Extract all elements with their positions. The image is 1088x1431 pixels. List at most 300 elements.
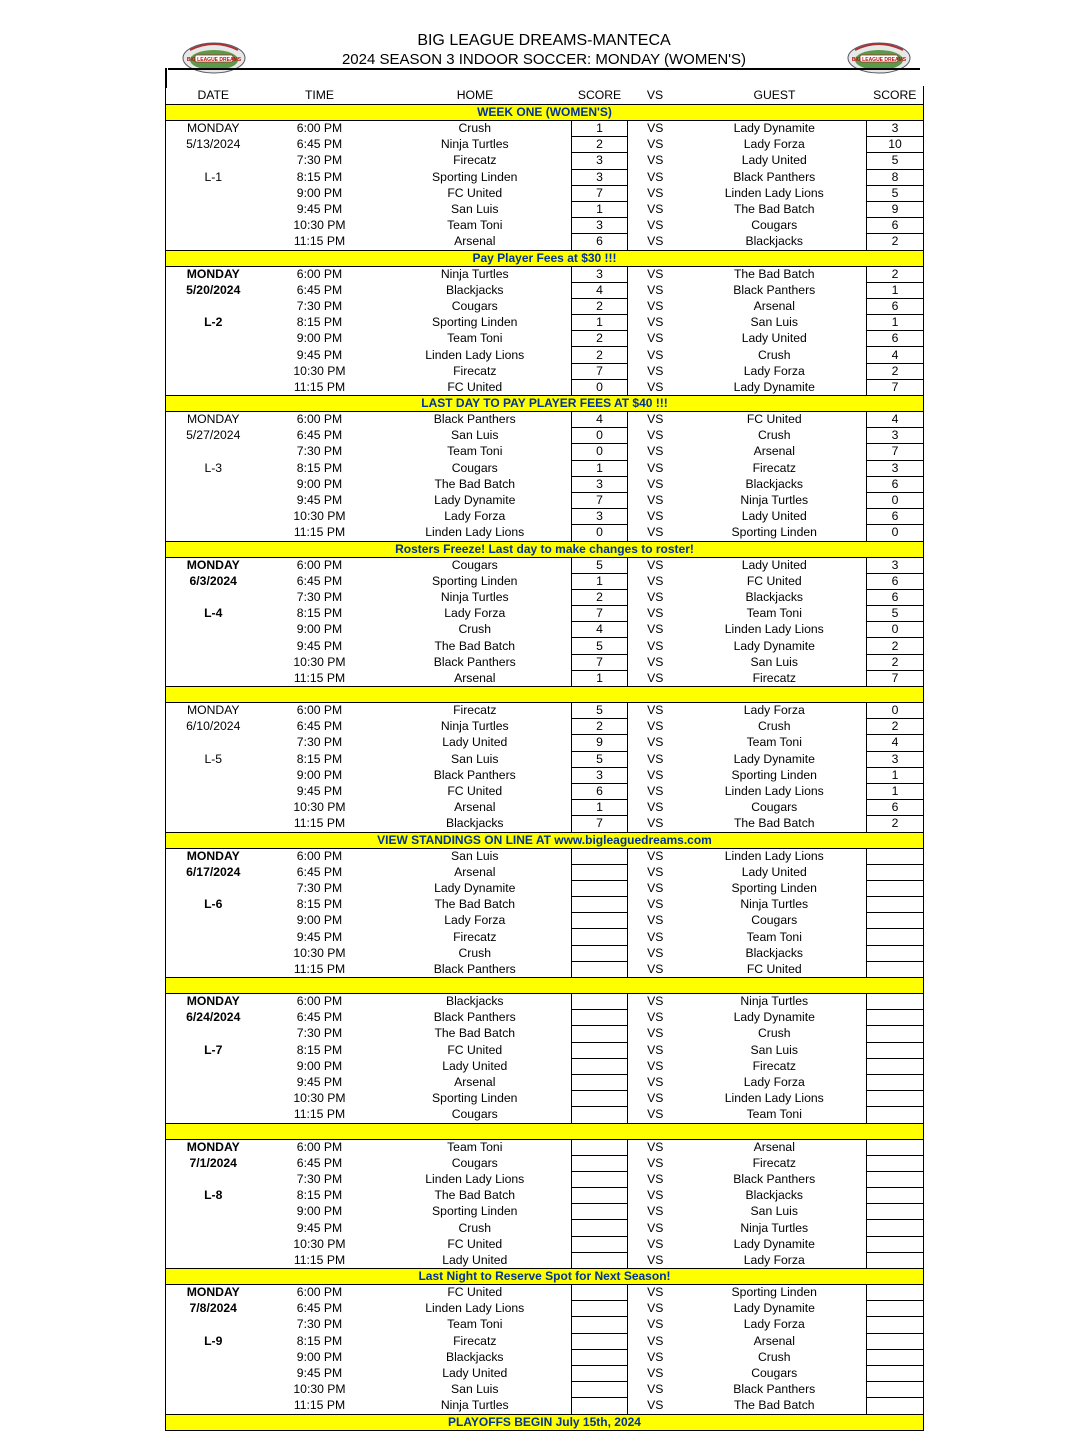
game-time: 7:30 PM xyxy=(296,153,343,168)
home-team: Firecatz xyxy=(453,153,497,168)
game-time: 9:45 PM xyxy=(296,347,343,362)
home-score xyxy=(572,1026,628,1042)
guest-score xyxy=(867,913,924,929)
home-team: Lady United xyxy=(442,1058,508,1073)
home-score: 1 xyxy=(572,201,628,217)
home-score: 6 xyxy=(572,234,628,250)
game-time: 6:45 PM xyxy=(296,864,343,879)
game-row xyxy=(166,751,924,767)
guest-score: 2 xyxy=(867,266,924,282)
vs-label: VS xyxy=(647,331,664,346)
home-team: Cougars xyxy=(451,298,498,313)
vs-label: VS xyxy=(647,945,664,960)
vs-label: VS xyxy=(647,767,664,782)
guest-score xyxy=(867,994,924,1010)
guest-score xyxy=(867,1188,924,1204)
vs-label: VS xyxy=(647,800,664,815)
guest-team: Lady United xyxy=(741,557,807,572)
home-score: 2 xyxy=(572,589,628,605)
week-code: L-5 xyxy=(166,751,261,767)
guest-team: Lady Forza xyxy=(743,1317,805,1332)
game-time: 6:45 PM xyxy=(296,282,343,297)
guest-score xyxy=(867,1317,924,1333)
game-time: 8:15 PM xyxy=(296,897,343,912)
guest-team: Blackjacks xyxy=(745,589,804,604)
guest-team: Linden Lady Lions xyxy=(724,1091,824,1106)
home-score: 7 xyxy=(572,606,628,622)
game-row xyxy=(166,1188,924,1204)
game-time: 11:15 PM xyxy=(293,961,346,976)
home-score xyxy=(572,1333,628,1349)
vs-label: VS xyxy=(647,1220,664,1235)
date-cell xyxy=(166,331,261,347)
game-row xyxy=(166,654,924,670)
game-time: 8:15 PM xyxy=(296,1333,343,1348)
home-score xyxy=(572,1091,628,1107)
game-row xyxy=(166,929,924,945)
guest-score: 0 xyxy=(867,622,924,638)
guest-score xyxy=(867,929,924,945)
guest-team: Arsenal xyxy=(753,1333,795,1348)
header-home-score: SCORE xyxy=(572,86,628,105)
game-time: 10:30 PM xyxy=(293,509,346,524)
vs-label: VS xyxy=(647,169,664,184)
vs-label: VS xyxy=(647,476,664,491)
week-date: 6/10/2024 xyxy=(166,719,261,735)
home-team: Team Toni xyxy=(447,331,503,346)
guest-score: 0 xyxy=(867,525,924,541)
home-score xyxy=(572,994,628,1010)
week-banner-top xyxy=(166,105,924,121)
guest-score: 5 xyxy=(867,185,924,201)
week-banner-3-text: Rosters Freeze! Last day to make changes to roster! xyxy=(166,541,924,557)
guest-team: Cougars xyxy=(751,1366,798,1381)
vs-label: VS xyxy=(647,670,664,685)
guest-score: 8 xyxy=(867,169,924,185)
game-time: 6:00 PM xyxy=(296,121,343,136)
guest-team: Lady United xyxy=(741,331,807,346)
week-date: 5/13/2024 xyxy=(166,137,261,153)
week-banner-4-text xyxy=(166,687,924,703)
game-row xyxy=(166,1365,924,1381)
week-date: 5/27/2024 xyxy=(166,428,261,444)
game-row xyxy=(166,347,924,363)
guest-team: Sporting Linden xyxy=(731,525,817,540)
vs-label: VS xyxy=(647,1155,664,1170)
week-code: L-1 xyxy=(166,169,261,185)
home-score: 5 xyxy=(572,703,628,719)
home-team: San Luis xyxy=(451,202,499,217)
game-row xyxy=(166,800,924,816)
home-score: 2 xyxy=(572,347,628,363)
game-row xyxy=(166,1317,924,1333)
guest-score: 7 xyxy=(867,379,924,395)
vs-label: VS xyxy=(647,1026,664,1041)
guest-score: 6 xyxy=(867,509,924,525)
guest-team: Lady Dynamite xyxy=(733,1010,815,1025)
date-cell xyxy=(166,913,261,929)
vs-label: VS xyxy=(647,1382,664,1397)
week-banner-4 xyxy=(166,687,924,703)
home-score xyxy=(572,929,628,945)
guest-score xyxy=(867,1285,924,1301)
home-team: Team Toni xyxy=(447,444,503,459)
vs-label: VS xyxy=(647,1285,664,1300)
vs-label: VS xyxy=(647,1075,664,1090)
guest-team: Crush xyxy=(757,1349,791,1364)
vs-label: VS xyxy=(647,1333,664,1348)
home-team: Team Toni xyxy=(447,1139,503,1154)
home-team: San Luis xyxy=(451,848,499,863)
week-banner-3 xyxy=(166,541,924,557)
week-day: MONDAY xyxy=(166,412,261,428)
guest-team: Team Toni xyxy=(746,606,802,621)
header-date: DATE xyxy=(166,86,261,105)
home-score: 7 xyxy=(572,816,628,832)
game-time: 11:15 PM xyxy=(293,525,346,540)
svg-text:BIG LEAGUE DREAMS: BIG LEAGUE DREAMS xyxy=(186,57,242,63)
home-score: 0 xyxy=(572,428,628,444)
home-score xyxy=(572,1317,628,1333)
guest-score xyxy=(867,1107,924,1123)
vs-label: VS xyxy=(647,509,664,524)
home-team: Ninja Turtles xyxy=(440,589,509,604)
guest-team: Blackjacks xyxy=(745,945,804,960)
game-time: 9:45 PM xyxy=(296,1075,343,1090)
home-team: Sporting Linden xyxy=(432,1091,518,1106)
guest-score xyxy=(867,1042,924,1058)
week-banner-9 xyxy=(166,1414,924,1430)
home-score xyxy=(572,1155,628,1171)
home-team: Lady United xyxy=(442,1252,508,1267)
guest-score: 0 xyxy=(867,703,924,719)
home-team: Arsenal xyxy=(454,1075,496,1090)
home-score: 7 xyxy=(572,363,628,379)
home-team: Linden Lady Lions xyxy=(425,1301,525,1316)
guest-team: Firecatz xyxy=(752,1155,796,1170)
week-date: 5/20/2024 xyxy=(166,282,261,298)
home-team: Crush xyxy=(458,121,491,136)
home-score: 3 xyxy=(572,169,628,185)
guest-team: San Luis xyxy=(750,1042,798,1057)
home-score xyxy=(572,1236,628,1252)
home-team: Arsenal xyxy=(454,864,496,879)
date-cell xyxy=(166,961,261,977)
home-team: Firecatz xyxy=(453,703,497,718)
game-time: 6:00 PM xyxy=(296,557,343,572)
guest-score xyxy=(867,1365,924,1381)
guest-team: Team Toni xyxy=(746,1107,802,1122)
date-cell xyxy=(166,1236,261,1252)
guest-team: Sporting Linden xyxy=(731,1285,817,1300)
game-row xyxy=(166,234,924,250)
home-score: 1 xyxy=(572,315,628,331)
date-cell xyxy=(166,1317,261,1333)
home-team: The Bad Batch xyxy=(434,1188,516,1203)
guest-team: Black Panthers xyxy=(733,1171,816,1186)
vs-label: VS xyxy=(647,816,664,831)
game-time: 6:00 PM xyxy=(296,994,343,1009)
guest-score xyxy=(867,1220,924,1236)
date-cell xyxy=(166,654,261,670)
home-score: 3 xyxy=(572,767,628,783)
game-row xyxy=(166,266,924,282)
home-score: 2 xyxy=(572,331,628,347)
game-row xyxy=(166,1204,924,1220)
game-row xyxy=(166,638,924,654)
logo-left xyxy=(181,36,247,76)
vs-label: VS xyxy=(647,1139,664,1154)
home-score: 7 xyxy=(572,492,628,508)
game-time: 6:00 PM xyxy=(296,412,343,427)
game-row xyxy=(166,1301,924,1317)
home-score xyxy=(572,1204,628,1220)
header-left-bar xyxy=(165,68,167,88)
vs-label: VS xyxy=(647,121,664,136)
vs-label: VS xyxy=(647,638,664,653)
date-cell xyxy=(166,347,261,363)
home-score xyxy=(572,945,628,961)
guest-score xyxy=(867,1382,924,1398)
home-score xyxy=(572,1074,628,1090)
home-score: 5 xyxy=(572,557,628,573)
home-team: Linden Lady Lions xyxy=(425,347,525,362)
vs-label: VS xyxy=(647,864,664,879)
game-time: 9:00 PM xyxy=(296,331,343,346)
guest-score xyxy=(867,961,924,977)
guest-team: The Bad Batch xyxy=(733,1398,815,1413)
game-row xyxy=(166,670,924,686)
home-team: Crush xyxy=(458,1220,491,1235)
vs-label: VS xyxy=(647,444,664,459)
game-time: 9:45 PM xyxy=(296,493,343,508)
guest-team: The Bad Batch xyxy=(733,266,815,281)
home-team: Black Panthers xyxy=(433,961,516,976)
page-title: BIG LEAGUE DREAMS-MANTECA xyxy=(417,32,671,49)
week-banner-2 xyxy=(166,396,924,412)
vs-label: VS xyxy=(647,1042,664,1057)
home-team: San Luis xyxy=(451,428,499,443)
guest-score: 5 xyxy=(867,606,924,622)
game-time: 7:30 PM xyxy=(296,1026,343,1041)
game-row xyxy=(166,816,924,832)
guest-team: Crush xyxy=(757,1026,791,1041)
guest-score: 2 xyxy=(867,234,924,250)
game-time: 7:30 PM xyxy=(296,1171,343,1186)
guest-team: Lady Dynamite xyxy=(733,751,815,766)
game-row xyxy=(166,1042,924,1058)
guest-score xyxy=(867,848,924,864)
home-team: FC United xyxy=(447,784,503,799)
week-date: 6/24/2024 xyxy=(166,1010,261,1026)
guest-score: 2 xyxy=(867,654,924,670)
home-score: 1 xyxy=(572,573,628,589)
guest-team: Lady Dynamite xyxy=(733,379,815,394)
guest-score: 7 xyxy=(867,444,924,460)
vs-label: VS xyxy=(647,137,664,152)
date-cell xyxy=(166,1074,261,1090)
game-row xyxy=(166,735,924,751)
home-team: FC United xyxy=(447,185,503,200)
home-team: The Bad Batch xyxy=(434,476,516,491)
guest-score: 5 xyxy=(867,153,924,169)
week-day: MONDAY xyxy=(166,1285,261,1301)
guest-score xyxy=(867,897,924,913)
game-time: 9:00 PM xyxy=(296,476,343,491)
game-row xyxy=(166,1010,924,1026)
guest-score xyxy=(867,1204,924,1220)
vs-label: VS xyxy=(647,897,664,912)
guest-score: 6 xyxy=(867,573,924,589)
game-time: 7:30 PM xyxy=(296,880,343,895)
home-score xyxy=(572,880,628,896)
home-score: 7 xyxy=(572,185,628,201)
game-row xyxy=(166,476,924,492)
home-score xyxy=(572,1349,628,1365)
vs-label: VS xyxy=(647,654,664,669)
guest-team: Black Panthers xyxy=(733,169,816,184)
guest-team: Linden Lady Lions xyxy=(724,622,824,637)
game-row xyxy=(166,864,924,880)
home-score: 0 xyxy=(572,379,628,395)
header-guest-score: SCORE xyxy=(867,86,924,105)
header-guest: GUEST xyxy=(683,86,867,105)
game-time: 9:45 PM xyxy=(296,1366,343,1381)
home-score: 5 xyxy=(572,751,628,767)
game-time: 7:30 PM xyxy=(296,735,343,750)
home-team: Blackjacks xyxy=(445,1349,504,1364)
home-score xyxy=(572,864,628,880)
guest-score xyxy=(867,1074,924,1090)
vs-label: VS xyxy=(647,218,664,233)
guest-score xyxy=(867,1171,924,1187)
guest-score xyxy=(867,1252,924,1268)
guest-score: 6 xyxy=(867,800,924,816)
date-cell xyxy=(166,800,261,816)
home-team: Cougars xyxy=(451,1155,498,1170)
game-row xyxy=(166,1220,924,1236)
game-row xyxy=(166,767,924,783)
home-score xyxy=(572,1220,628,1236)
date-cell xyxy=(166,1349,261,1365)
game-row xyxy=(166,1058,924,1074)
home-score xyxy=(572,913,628,929)
guest-team: Linden Lady Lions xyxy=(724,848,824,863)
week-code: L-6 xyxy=(166,897,261,913)
vs-label: VS xyxy=(647,1171,664,1186)
guest-score xyxy=(867,1026,924,1042)
vs-label: VS xyxy=(647,315,664,330)
vs-label: VS xyxy=(647,1010,664,1025)
guest-score: 7 xyxy=(867,670,924,686)
home-team: Ninja Turtles xyxy=(440,1398,509,1413)
game-row xyxy=(166,848,924,864)
vs-label: VS xyxy=(647,848,664,863)
guest-score: 10 xyxy=(867,137,924,153)
week-day: MONDAY xyxy=(166,557,261,573)
vs-label: VS xyxy=(647,1236,664,1251)
week-day: MONDAY xyxy=(166,1139,261,1155)
header-vs: VS xyxy=(628,86,683,105)
game-row xyxy=(166,492,924,508)
home-score xyxy=(572,1010,628,1026)
home-score: 3 xyxy=(572,153,628,169)
guest-team: Black Panthers xyxy=(733,1382,816,1397)
date-cell xyxy=(166,638,261,654)
game-row xyxy=(166,1333,924,1349)
home-team: Crush xyxy=(458,622,491,637)
guest-score xyxy=(867,1236,924,1252)
guest-team: The Bad Batch xyxy=(733,202,815,217)
date-cell xyxy=(166,379,261,395)
week-date: 7/1/2024 xyxy=(166,1155,261,1171)
game-row xyxy=(166,201,924,217)
date-cell xyxy=(166,1058,261,1074)
home-team: Cougars xyxy=(451,1107,498,1122)
guest-score: 0 xyxy=(867,492,924,508)
date-cell xyxy=(166,880,261,896)
home-team: FC United xyxy=(447,1285,503,1300)
guest-score: 6 xyxy=(867,218,924,234)
guest-team: FC United xyxy=(746,573,802,588)
game-row xyxy=(166,379,924,395)
game-time: 10:30 PM xyxy=(293,363,346,378)
week-day: MONDAY xyxy=(166,703,261,719)
game-time: 10:30 PM xyxy=(293,218,346,233)
vs-label: VS xyxy=(647,557,664,572)
home-score: 1 xyxy=(572,121,628,137)
guest-team: Ninja Turtles xyxy=(740,493,809,508)
home-team: Blackjacks xyxy=(445,282,504,297)
guest-team: Sporting Linden xyxy=(731,880,817,895)
guest-score: 6 xyxy=(867,476,924,492)
home-team: Lady Forza xyxy=(444,606,506,621)
week-banner-7 xyxy=(166,1123,924,1139)
home-score xyxy=(572,1285,628,1301)
game-row xyxy=(166,1398,924,1414)
vs-label: VS xyxy=(647,428,664,443)
game-row xyxy=(166,282,924,298)
home-team: Lady United xyxy=(442,1366,508,1381)
guest-team: Sporting Linden xyxy=(731,767,817,782)
game-time: 10:30 PM xyxy=(293,1382,346,1397)
guest-score xyxy=(867,1010,924,1026)
guest-team: Blackjacks xyxy=(745,1188,804,1203)
vs-label: VS xyxy=(647,1317,664,1332)
date-cell xyxy=(166,509,261,525)
game-row xyxy=(166,703,924,719)
home-team: Sporting Linden xyxy=(432,169,518,184)
game-time: 11:15 PM xyxy=(293,670,346,685)
game-time: 6:45 PM xyxy=(296,1301,343,1316)
week-banner-6 xyxy=(166,978,924,994)
game-time: 8:15 PM xyxy=(296,460,343,475)
date-cell xyxy=(166,670,261,686)
week-code: L-8 xyxy=(166,1188,261,1204)
game-row xyxy=(166,331,924,347)
vs-label: VS xyxy=(647,1107,664,1122)
home-team: Team Toni xyxy=(447,1317,503,1332)
date-cell xyxy=(166,234,261,250)
week-code: L-7 xyxy=(166,1042,261,1058)
week-banner-9-text: PLAYOFFS BEGIN July 15th, 2024 xyxy=(166,1414,924,1430)
vs-label: VS xyxy=(647,913,664,928)
week-banner-5 xyxy=(166,832,924,848)
home-team: Linden Lady Lions xyxy=(425,525,525,540)
home-team: FC United xyxy=(447,1042,503,1057)
home-team: Ninja Turtles xyxy=(440,266,509,281)
vs-label: VS xyxy=(647,719,664,734)
